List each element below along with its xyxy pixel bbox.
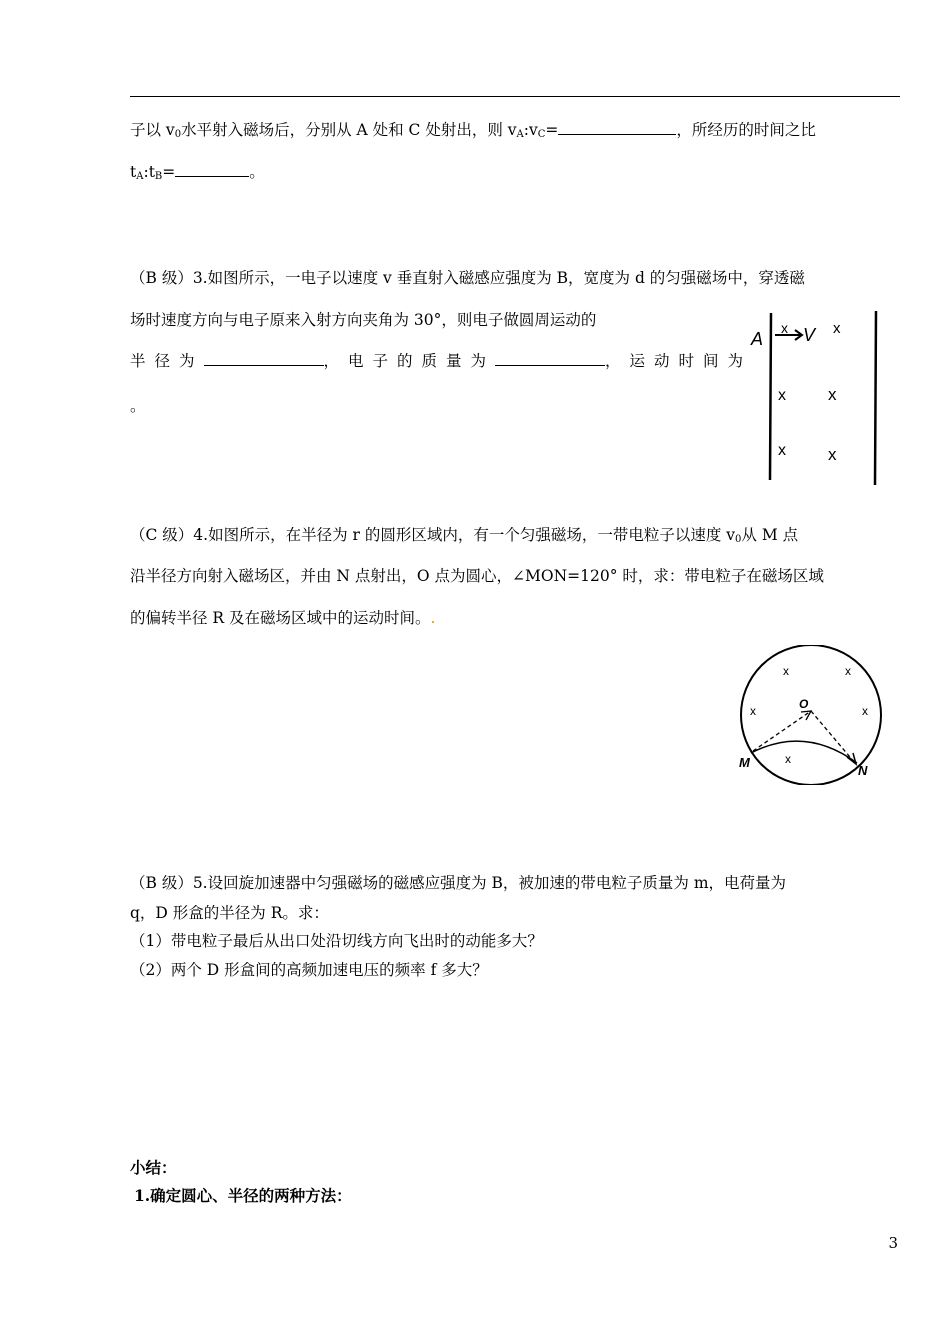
text: 从 M 点: [741, 526, 799, 544]
field-mark: x: [778, 387, 786, 404]
label-v: V: [803, 325, 816, 345]
text: ，所经历的时间之比: [676, 121, 816, 139]
label-N: N: [858, 763, 868, 778]
text: （C 级）4.如图所示，在半径为 r 的圆形区域内，有一个匀强磁场，一带电粒子以速度 v: [130, 526, 736, 544]
q3-line-3: [130, 349, 752, 373]
label-A: A: [751, 329, 764, 349]
label-M: M: [739, 755, 750, 770]
text: 。: [249, 163, 265, 181]
field-mark: x: [785, 752, 791, 766]
field-mark: x: [862, 704, 868, 718]
arrowhead: [801, 711, 811, 720]
text: ，电子的质量为: [323, 352, 496, 370]
answer-blank[interactable]: [558, 118, 676, 135]
prev-question-line-2: [130, 160, 265, 189]
text: :t: [143, 163, 155, 181]
field-left-boundary: [770, 313, 771, 480]
text: :v: [523, 121, 538, 139]
field-mark: x: [783, 664, 789, 678]
radius-OM: [753, 711, 811, 751]
subscript: 0: [174, 129, 182, 140]
text: 半径为: [130, 352, 204, 370]
header-rule: [130, 96, 900, 97]
field-right-boundary: [875, 311, 876, 485]
page-number: 3: [888, 1234, 898, 1252]
particle-arc: [751, 741, 857, 763]
label-O: O: [799, 697, 809, 711]
q3-line-4: 。: [130, 397, 146, 415]
subscript: A: [136, 171, 144, 182]
field-mark: x: [833, 320, 841, 337]
q4-circle-field-figure: [735, 645, 895, 785]
answer-blank[interactable]: [204, 349, 324, 366]
q3-line-1: （B 级）3.如图所示，一电子以速度 v 垂直射入磁感应强度为 B，宽度为 d 的匀强磁场中，穿透磁: [130, 269, 805, 287]
field-mark: x: [781, 320, 788, 336]
field-mark: x: [828, 385, 837, 404]
field-mark: x: [778, 442, 786, 459]
subscript: C: [537, 129, 546, 140]
q4-line-2: 沿半径方向射入磁场区，并由 N 点射出，O 点为圆心，∠MON=120° 时，求：带电粒子在磁场区域: [130, 567, 824, 585]
summary-title: 小结：: [130, 1158, 177, 1177]
text: 子以 v: [130, 121, 175, 139]
q5-line-1: （B 级）5.设回旋加速器中匀强磁场的磁感应强度为 B，被加速的带电粒子质量为 m，电荷量为: [130, 874, 787, 892]
text: 的偏转半径 R 及在磁场区域中的运动时间。: [130, 609, 431, 627]
subscript: B: [154, 171, 163, 182]
prev-question-line-1: [130, 118, 816, 147]
subscript: A: [516, 129, 524, 140]
answer-blank[interactable]: [175, 160, 249, 177]
subscript: 0: [735, 534, 742, 545]
answer-blank[interactable]: [495, 349, 605, 366]
q3-line-2: 场时速度方向与电子原来入射方向夹角为 30°，则电子做圆周运动的: [130, 311, 597, 329]
field-mark: x: [750, 704, 756, 718]
text: t: [130, 163, 137, 181]
q4-line-3: [130, 606, 435, 630]
text: =: [162, 163, 176, 181]
text: =: [545, 121, 559, 139]
field-mark: x: [828, 445, 837, 464]
radius-ON: [811, 711, 855, 763]
q3-magnetic-field-figure: [745, 305, 890, 490]
stray-mark: .: [430, 609, 436, 627]
text: 水平射入磁场后，分别从 A 处和 C 处射出，则 v: [181, 121, 517, 139]
text: ，运动时间为: [605, 352, 753, 370]
q5-line-3: （1）带电粒子最后从出口处沿切线方向飞出时的动能多大？: [130, 932, 543, 950]
summary-item-1: 1.确定圆心、半径的两种方法：: [134, 1186, 352, 1205]
q5-line-4: （2）两个 D 形盒间的高频加速电压的频率 f 多大？: [130, 961, 488, 979]
q4-line-1: [130, 523, 798, 552]
field-mark: x: [845, 664, 851, 678]
q5-line-2: q，D 形盒的半径为 R。求：: [130, 904, 329, 922]
